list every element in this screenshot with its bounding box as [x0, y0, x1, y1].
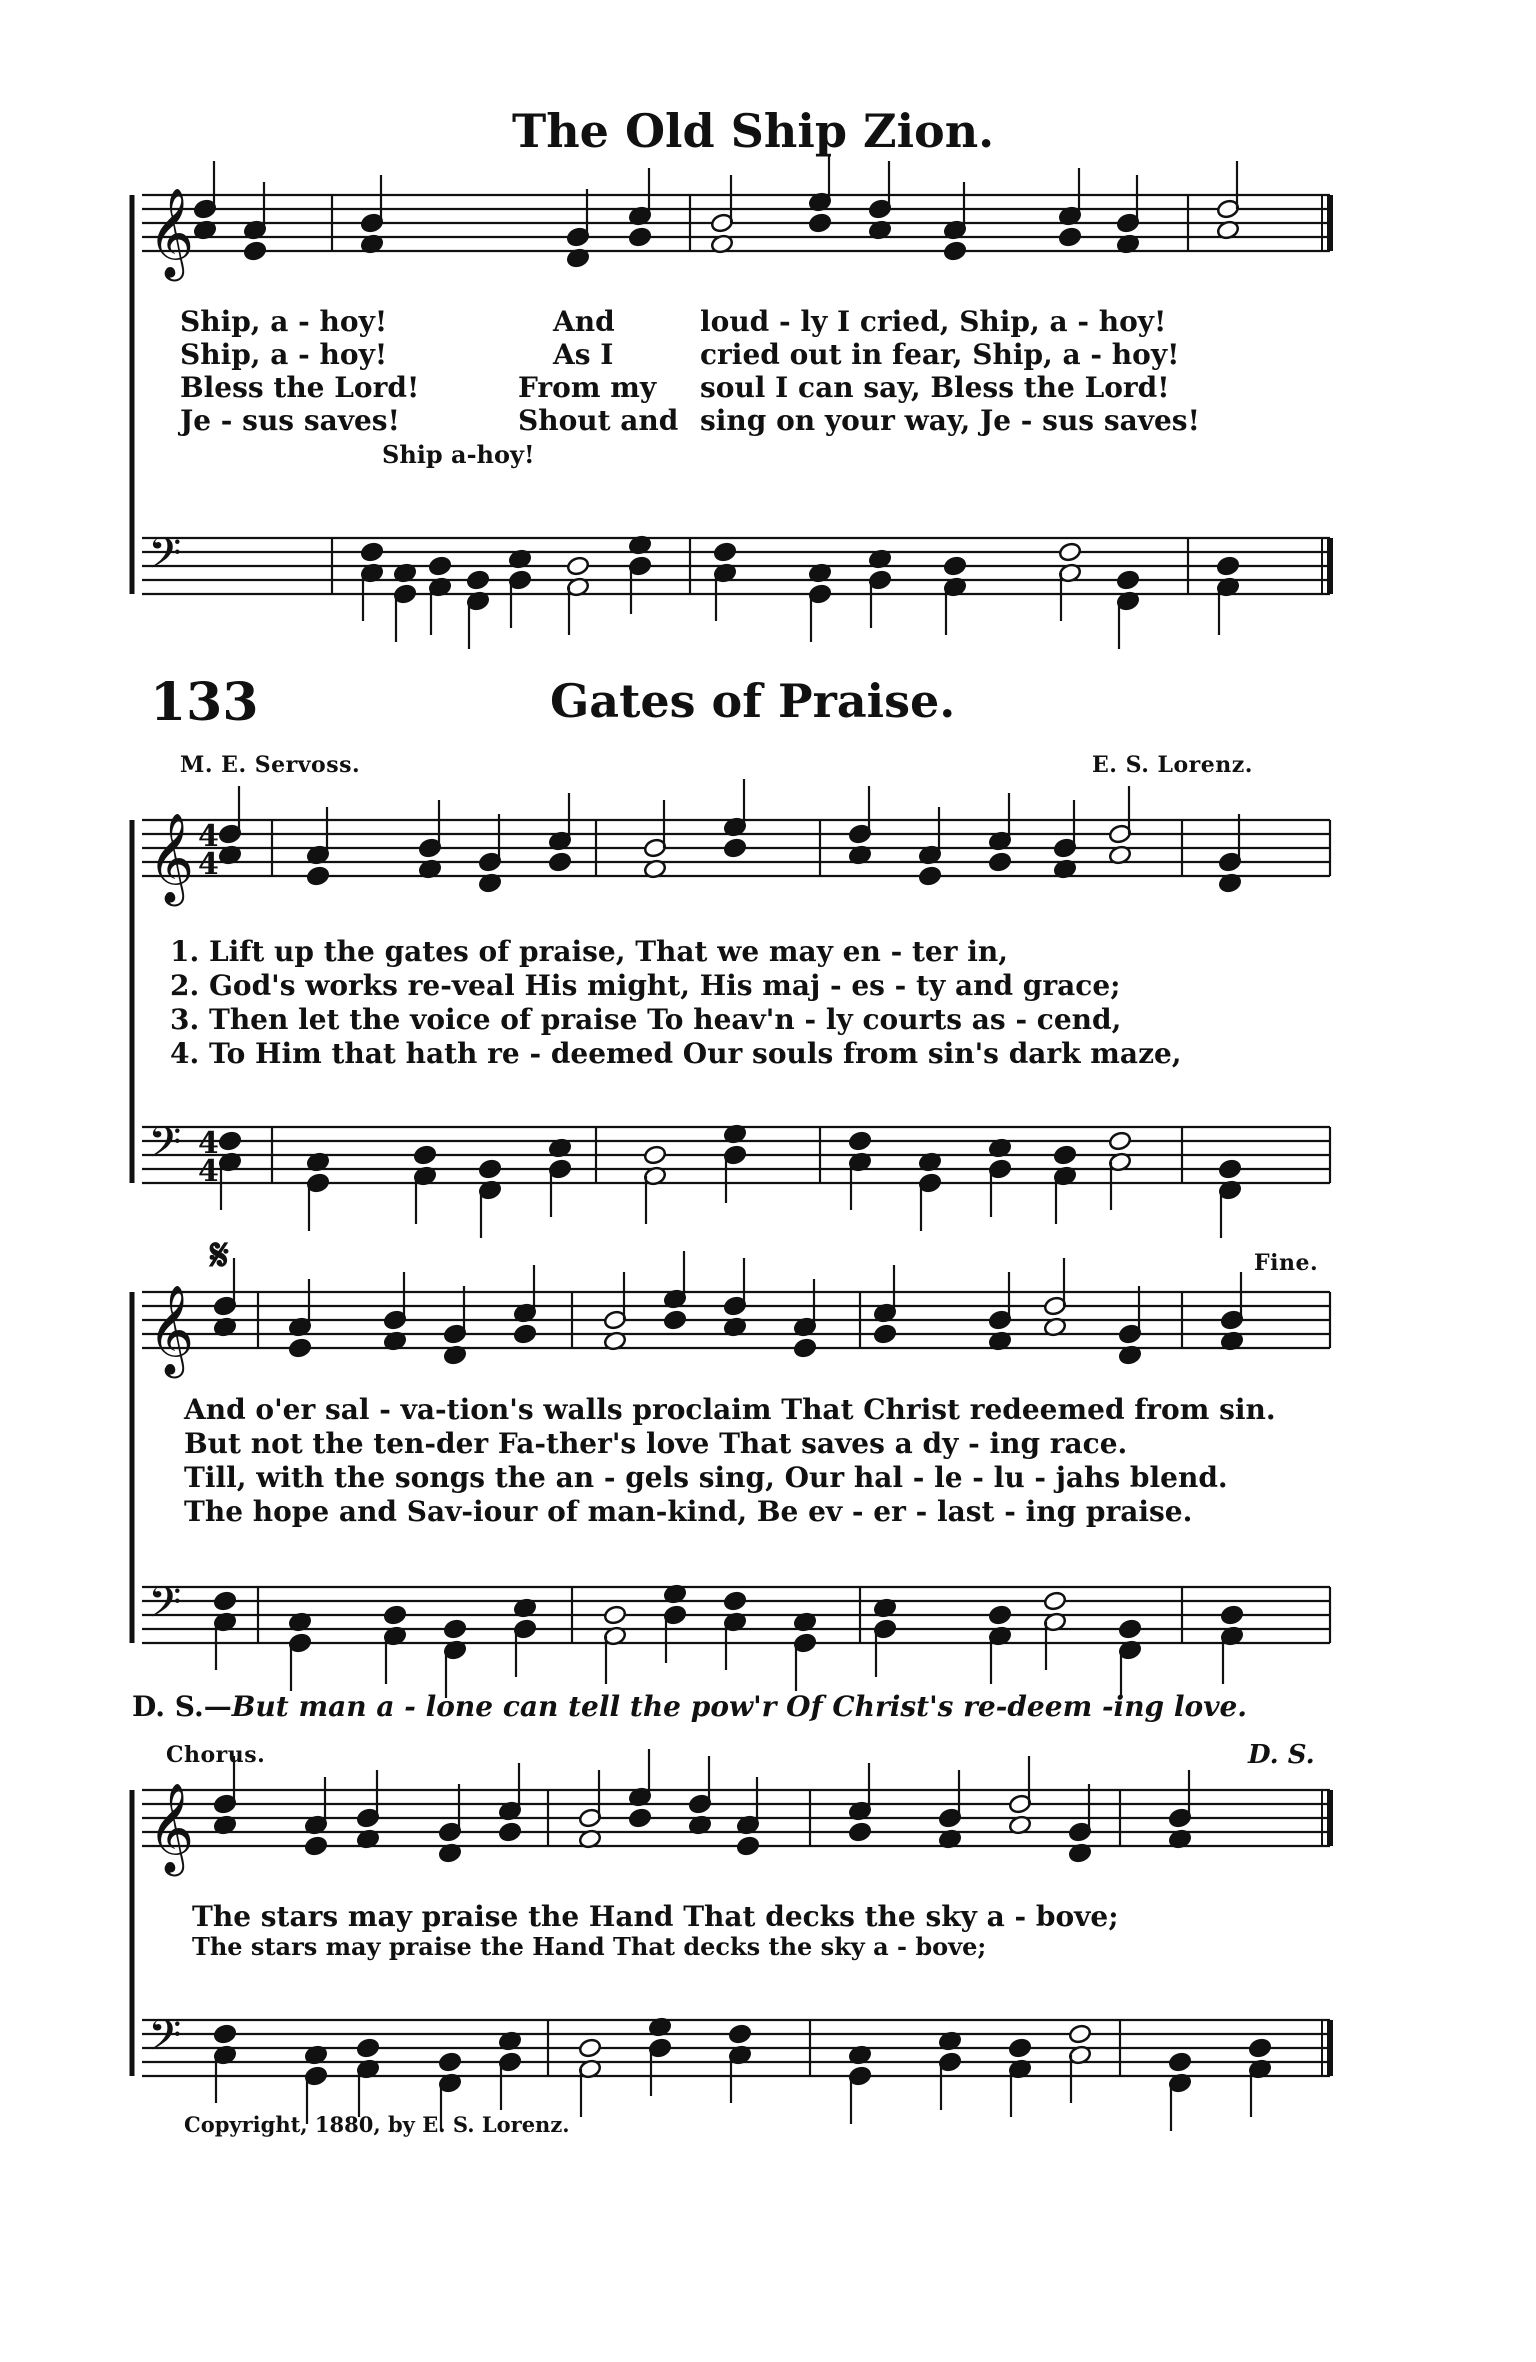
- treble-clef: 𝄞: [148, 813, 195, 903]
- note-head: [213, 1591, 237, 1612]
- hymn-number: 133: [150, 672, 259, 733]
- note-head: [498, 1822, 522, 1843]
- hymn-title: The Old Ship Zion.: [512, 104, 995, 158]
- note-head: [1058, 227, 1082, 248]
- note-head: [478, 1159, 502, 1180]
- lyric-line: Bless the Lord!: [180, 371, 420, 404]
- note-head: [988, 1605, 1012, 1626]
- lyric-line: sing on your way, Je - sus saves!: [700, 404, 1200, 437]
- note-head: [578, 2038, 602, 2059]
- note-head: [918, 866, 942, 887]
- note-head: [943, 241, 967, 262]
- lyric-line: 3. Then let the voice of praise To heav'n - ly courts as - cend,: [170, 1003, 1122, 1036]
- treble-clef: 𝄞: [148, 1783, 195, 1873]
- lyric-line: But not the ten-der Fa-ther's love That saves a dy - ing race.: [184, 1427, 1128, 1460]
- bass-clef: 𝄢: [148, 1118, 182, 1178]
- note-head: [723, 1591, 747, 1612]
- author-credit: M. E. Servoss.: [180, 752, 361, 778]
- copyright-notice: Copyright, 1880, by E. S. Lorenz.: [184, 2112, 570, 2137]
- chorus-lyric-lower: The stars may praise the Hand That decks the sky a - bove;: [192, 1932, 987, 1961]
- note-head: [1168, 2052, 1192, 2073]
- note-head: [356, 2038, 380, 2059]
- note-head: [304, 1836, 328, 1857]
- note-head: [306, 866, 330, 887]
- treble-clef: 𝄞: [148, 188, 195, 278]
- note-head: [628, 1808, 652, 1829]
- lyric-line: Till, with the songs the an - gels sing, Our hal - le - lu - jahs blend.: [184, 1461, 1228, 1494]
- composer-credit: E. S. Lorenz.: [1092, 752, 1253, 778]
- note-head: [1053, 1145, 1077, 1166]
- lyric-line: 4. To Him that hath re - deemed Our souls from sin's dark maze,: [170, 1037, 1182, 1070]
- bass-clef: 𝄢: [148, 529, 182, 589]
- note-head: [643, 1145, 667, 1166]
- note-head: [1116, 570, 1140, 591]
- time-signature: 4: [198, 1126, 219, 1161]
- lyric-line: And: [553, 305, 615, 338]
- lyric-line: cried out in fear, Ship, a - hoy!: [700, 338, 1180, 371]
- note-head: [793, 1338, 817, 1359]
- note-head: [848, 1131, 872, 1152]
- note-head: [736, 1836, 760, 1857]
- lyric-line: Shout and: [518, 404, 679, 437]
- hymn-title: Gates of Praise.: [550, 674, 956, 728]
- lyric-line: Ship, a - hoy!: [180, 305, 388, 338]
- note-head: [1043, 1591, 1067, 1612]
- bass-clef: 𝄢: [148, 1578, 182, 1638]
- lyric-line: The hope and Sav-iour of man-kind, Be ev - er - last - ing praise.: [184, 1495, 1193, 1528]
- note-head: [243, 241, 267, 262]
- bass-clef: 𝄢: [148, 2011, 182, 2071]
- note-head: [603, 1605, 627, 1626]
- note-head: [513, 1324, 537, 1345]
- chorus-label: Chorus.: [166, 1742, 266, 1768]
- note-head: [360, 542, 384, 563]
- note-head: [428, 556, 452, 577]
- ds-text-line: [132, 1690, 1247, 1723]
- note-head: [723, 838, 747, 859]
- chorus-lyric-upper: The stars may praise the Hand That decks the sky a - bove;: [192, 1900, 1119, 1933]
- lyric-line: And o'er sal - va-tion's walls proclaim That Christ redeemed from sin.: [184, 1393, 1276, 1426]
- note-head: [413, 1145, 437, 1166]
- note-head: [808, 213, 832, 234]
- time-signature: 4: [198, 819, 219, 854]
- note-head: [548, 852, 572, 873]
- note-head: [566, 556, 590, 577]
- note-head: [848, 1822, 872, 1843]
- lyric-line: Je - sus saves!: [180, 404, 400, 437]
- note-head: [1068, 2024, 1092, 2045]
- note-head: [728, 2024, 752, 2045]
- lyric-line: loud - ly I cried, Ship, a - hoy!: [700, 305, 1167, 338]
- note-head: [443, 1619, 467, 1640]
- lyric-line: 1. Lift up the gates of praise, That we may en - ter in,: [170, 935, 1008, 968]
- note-head: [713, 542, 737, 563]
- note-head: [663, 1310, 687, 1331]
- note-head: [988, 852, 1012, 873]
- fine-mark: Fine.: [1254, 1250, 1319, 1276]
- note-head: [1118, 1619, 1142, 1640]
- note-head: [628, 227, 652, 248]
- note-head: [1248, 2038, 1272, 2059]
- time-signature: 4: [198, 1154, 219, 1189]
- note-head: [383, 1605, 407, 1626]
- lyric-line: From my: [518, 371, 657, 404]
- note-head: [438, 2052, 462, 2073]
- ds-label: D. S.—: [132, 1690, 232, 1723]
- note-head: [288, 1338, 312, 1359]
- note-head: [1216, 556, 1240, 577]
- lyric-line: As I: [553, 338, 614, 371]
- lyric-line: soul I can say, Bless the Lord!: [700, 371, 1170, 404]
- lyric-line: 2. God's works re-veal His might, His maj - es - ty and grace;: [170, 969, 1121, 1002]
- echo-lyric: Ship a-hoy!: [382, 440, 535, 469]
- note-head: [1008, 2038, 1032, 2059]
- ds-mark: D. S.: [1248, 1740, 1315, 1770]
- note-head: [218, 1131, 242, 1152]
- note-head: [873, 1324, 897, 1345]
- note-head: [1108, 1131, 1132, 1152]
- ds-lyric: But man a - lone can tell the pow'r Of Christ's re-deem -ing love.: [231, 1690, 1248, 1723]
- time-signature: 4: [198, 847, 219, 882]
- lyric-line: Ship, a - hoy!: [180, 338, 388, 371]
- segno-sign: 𝄋: [210, 1230, 229, 1281]
- note-head: [1220, 1605, 1244, 1626]
- note-head: [466, 570, 490, 591]
- note-head: [213, 2024, 237, 2045]
- treble-clef: 𝄞: [148, 1285, 195, 1375]
- note-head: [1058, 542, 1082, 563]
- note-head: [1218, 1159, 1242, 1180]
- note-head: [943, 556, 967, 577]
